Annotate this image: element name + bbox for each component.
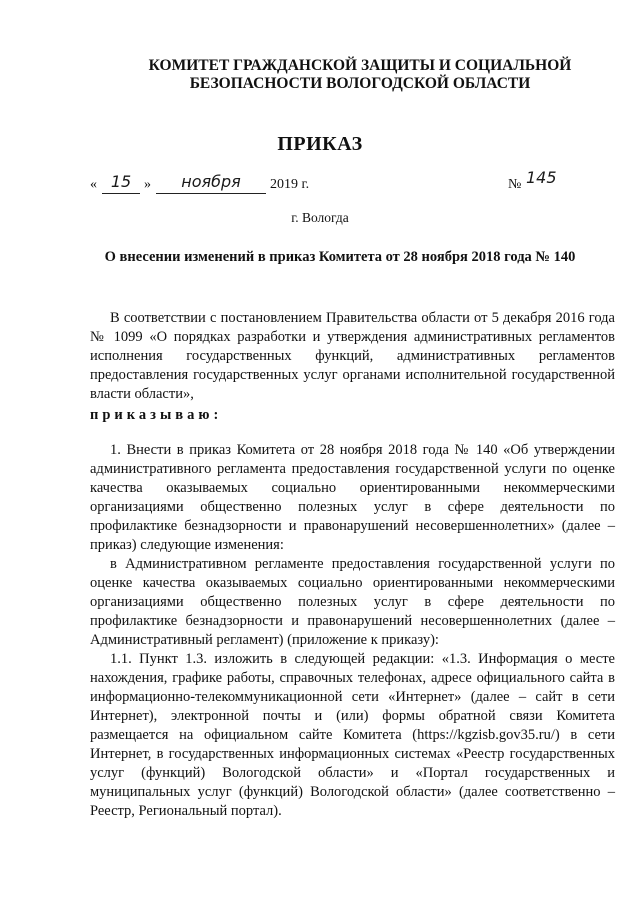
paragraph-2: в Административном регламенте предоставления государственной услуги по оценке качества оказываемых социально ориентированными некоммерческими организациями общественно полезных услуг в сфере деятельности по профилактике безнадзорности и правонарушений несовершеннолетних (далее – Административный регламент) (приложение к приказу):	[90, 556, 615, 648]
preamble-block	[90, 309, 615, 404]
committee-line-1: КОМИТЕТ ГРАЖДАНСКОЙ ЗАЩИТЫ И СОЦИАЛЬНОЙ	[148, 57, 572, 74]
committee-header	[90, 57, 630, 93]
city: г. Вологда	[291, 210, 349, 225]
document-subject: О внесении изменений в приказ Комитета от 28 ноября 2018 года № 140	[104, 249, 576, 265]
month-underline	[156, 193, 266, 194]
date-number-row	[90, 168, 610, 200]
date-open-quote: «	[90, 177, 97, 192]
paragraph-1: 1. Внести в приказ Комитета от 28 ноября 2018 года № 140 «Об утверждении административного регламента предоставления государственной услуги по оценке качества оказываемых социально ориентированными некоммерческими организациями общественно полезных услуг в сфере деятельности по профилактике безнадзорности и правонарушений несовершеннолетних» (далее – приказ) следующие изменения:	[90, 442, 615, 553]
date-day: 15	[110, 172, 132, 191]
order-word: приказываю:	[90, 407, 223, 423]
committee-line-2: БЕЗОПАСНОСТИ ВОЛОГОДСКОЙ ОБЛАСТИ	[189, 75, 531, 92]
number-label: №	[508, 177, 522, 192]
paragraph-3: 1.1. Пункт 1.3. изложить в следующей редакции: «1.3. Информация о месте нахождения, графике работы, справочных телефонах, адресе официального сайта в информационно-телекоммуникационной сети «Интернет» (далее – сайт в сети Интернет), электронной почты и (или) формы обратной связи Комитета размещается на официальном сайте Комитета (https://kgzisb.gov35.ru/) в сети Интернет, в государственных информационных системах «Реестр государственных услуг (функций) Вологодской области» и «Портал государственных и муниципальных услуг (функций) Вологодской области» (далее соответственно – Реестр, Региональный портал).	[90, 651, 615, 819]
main-text	[90, 441, 615, 821]
date-close-quote: »	[144, 177, 151, 192]
document-title: ПРИКАЗ	[277, 133, 363, 155]
day-underline	[102, 193, 140, 194]
date-year: 2019 г.	[270, 177, 310, 192]
date-month: ноября	[181, 172, 241, 191]
preamble-text: В соответствии с постановлением Правительства области от 5 декабря 2016 года № 1099 «О порядках разработки и утверждения административных регламентов исполнения государственных функций, административных регламентов предоставления государственных услуг органами исполнительной государственной власти области»,	[90, 310, 615, 402]
document-number: 145	[526, 168, 557, 187]
